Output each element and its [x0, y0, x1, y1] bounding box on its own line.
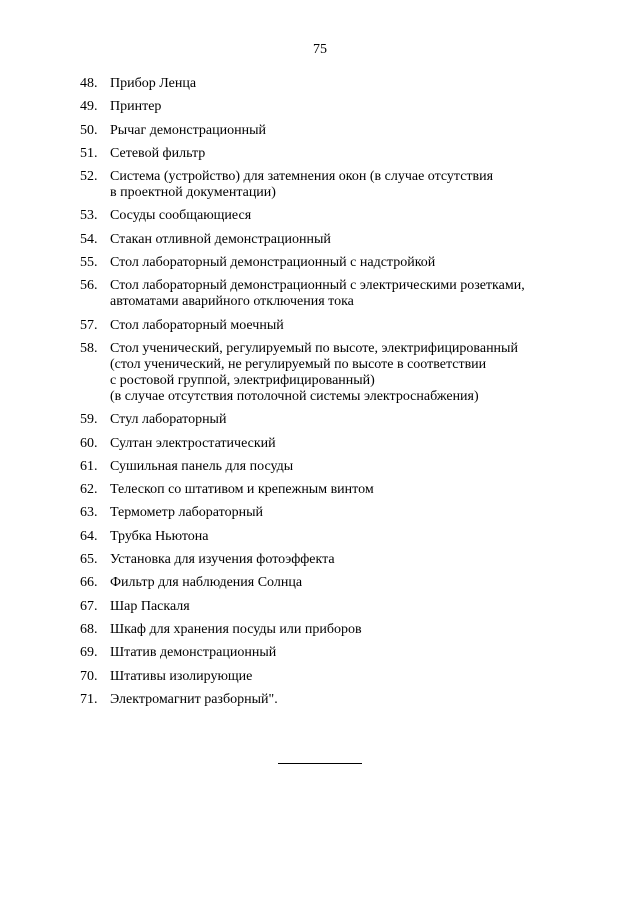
- list-item-text: [110, 645, 580, 661]
- list-item-line: Султан электростатический: [110, 435, 276, 451]
- list-item-number: 53.: [80, 208, 98, 224]
- list-item-number: 50.: [80, 122, 98, 138]
- list-item-number: 61.: [80, 458, 98, 474]
- list-item-line: автоматами аварийного отключения тока: [110, 294, 354, 310]
- list-item-line: Стакан отливной демонстрационный: [110, 231, 331, 247]
- list-item: [80, 505, 580, 521]
- list-item-number: 55.: [80, 255, 98, 271]
- list-item-number: 56.: [80, 278, 98, 294]
- list-item-line: Штатив демонстрационный: [110, 645, 277, 661]
- list-item-line: Шар Паскаля: [110, 598, 190, 614]
- list-item-line: Установка для изучения фотоэффекта: [110, 552, 335, 568]
- list-item-text: [110, 76, 580, 92]
- list-item-text: [110, 436, 580, 452]
- list-item-text: [110, 669, 580, 685]
- list-item: [80, 436, 580, 452]
- equipment-list: [80, 76, 580, 715]
- list-item-number: 68.: [80, 621, 98, 637]
- list-item-line: Принтер: [110, 99, 162, 115]
- list-item-line: Сушильная панель для посуды: [110, 458, 294, 474]
- list-item-number: 57.: [80, 317, 98, 333]
- list-item-text: [110, 575, 580, 591]
- list-item-line: Сетевой фильтр: [110, 145, 206, 161]
- list-item-number: 71.: [80, 691, 98, 707]
- list-item-number: 65.: [80, 552, 98, 568]
- list-item-text: [110, 552, 580, 568]
- list-item-number: 62.: [80, 482, 98, 498]
- list-item-text: [110, 482, 580, 498]
- list-item-line: Система (устройство) для затемнения окон (в случае отсутствия: [110, 169, 494, 185]
- list-item-text: [110, 169, 580, 201]
- list-item-text: [110, 692, 580, 708]
- end-separator-line: [278, 763, 362, 764]
- list-item-line: (в случае отсутствия потолочной системы электроснабжения): [110, 388, 479, 404]
- list-item-text: [110, 412, 580, 428]
- list-item: [80, 255, 580, 271]
- list-item: [80, 412, 580, 428]
- list-item-number: 60.: [80, 435, 98, 451]
- list-item: [80, 645, 580, 661]
- list-item-number: 66.: [80, 575, 98, 591]
- list-item: [80, 529, 580, 545]
- list-item-text: [110, 505, 580, 521]
- list-item: [80, 459, 580, 475]
- list-item: [80, 692, 580, 708]
- list-item-line: Стол лабораторный моечный: [110, 317, 284, 333]
- list-item-text: [110, 146, 580, 162]
- list-item-line: Стул лабораторный: [110, 412, 227, 428]
- list-item-number: 48.: [80, 76, 98, 91]
- list-item: [80, 232, 580, 248]
- list-item-line: Прибор Ленца: [110, 76, 197, 91]
- list-item: [80, 278, 580, 310]
- list-item-number: 49.: [80, 99, 98, 115]
- list-item-text: [110, 341, 580, 405]
- list-item-text: [110, 318, 580, 334]
- list-item-number: 64.: [80, 528, 98, 544]
- list-item-number: 51.: [80, 145, 98, 161]
- list-item-number: 67.: [80, 598, 98, 614]
- list-item-text: [110, 99, 580, 115]
- list-item-number: 54.: [80, 231, 98, 247]
- list-item-line: Телескоп со штативом и крепежным винтом: [110, 482, 374, 498]
- list-item-line: в проектной документации): [110, 185, 276, 201]
- list-item-number: 58.: [80, 340, 98, 356]
- list-item-text: [110, 232, 580, 248]
- list-item-text: [110, 622, 580, 638]
- list-item-line: Термометр лабораторный: [110, 505, 263, 521]
- list-item: [80, 123, 580, 139]
- list-item-number: 70.: [80, 668, 98, 684]
- list-item-text: [110, 459, 580, 475]
- list-item: [80, 76, 580, 92]
- list-item: [80, 575, 580, 591]
- list-item: [80, 318, 580, 334]
- list-item-line: Сосуды сообщающиеся: [110, 208, 252, 224]
- list-item: [80, 341, 580, 405]
- list-item-line: Штативы изолирующие: [110, 668, 253, 684]
- list-item-text: [110, 529, 580, 545]
- list-item-number: 52.: [80, 169, 98, 185]
- list-item: [80, 669, 580, 685]
- list-item-number: 59.: [80, 412, 98, 428]
- list-item-line: Трубка Ньютона: [110, 528, 209, 544]
- list-item-line: Фильтр для наблюдения Солнца: [110, 575, 303, 591]
- list-item: [80, 208, 580, 224]
- list-item-text: [110, 208, 580, 224]
- list-item-line: с ростовой группой, электрифицированный): [110, 372, 375, 388]
- list-item-line: Рычаг демонстрационный: [110, 122, 266, 138]
- list-item: [80, 599, 580, 615]
- list-item-line: (стол ученический, не регулируемый по высоте в соответствии: [110, 356, 487, 372]
- list-item: [80, 146, 580, 162]
- list-item: [80, 552, 580, 568]
- list-item-line: Стол лабораторный демонстрационный с электрическими розетками,: [110, 278, 525, 294]
- list-item-line: Шкаф для хранения посуды или приборов: [110, 621, 362, 637]
- list-item-line: Стол лабораторный демонстрационный с надстройкой: [110, 255, 436, 271]
- list-item-line: Стол ученический, регулируемый по высоте, электрифицированный: [110, 340, 518, 356]
- page-number: 75: [313, 42, 327, 57]
- list-item-text: [110, 278, 580, 310]
- list-item: [80, 622, 580, 638]
- list-item: [80, 99, 580, 115]
- list-item-number: 69.: [80, 645, 98, 661]
- list-item-text: [110, 255, 580, 271]
- list-item-text: [110, 599, 580, 615]
- list-item-text: [110, 123, 580, 139]
- list-item: [80, 482, 580, 498]
- list-item: [80, 169, 580, 201]
- list-item-line: Электромагнит разборный".: [110, 691, 278, 707]
- list-item-number: 63.: [80, 505, 98, 521]
